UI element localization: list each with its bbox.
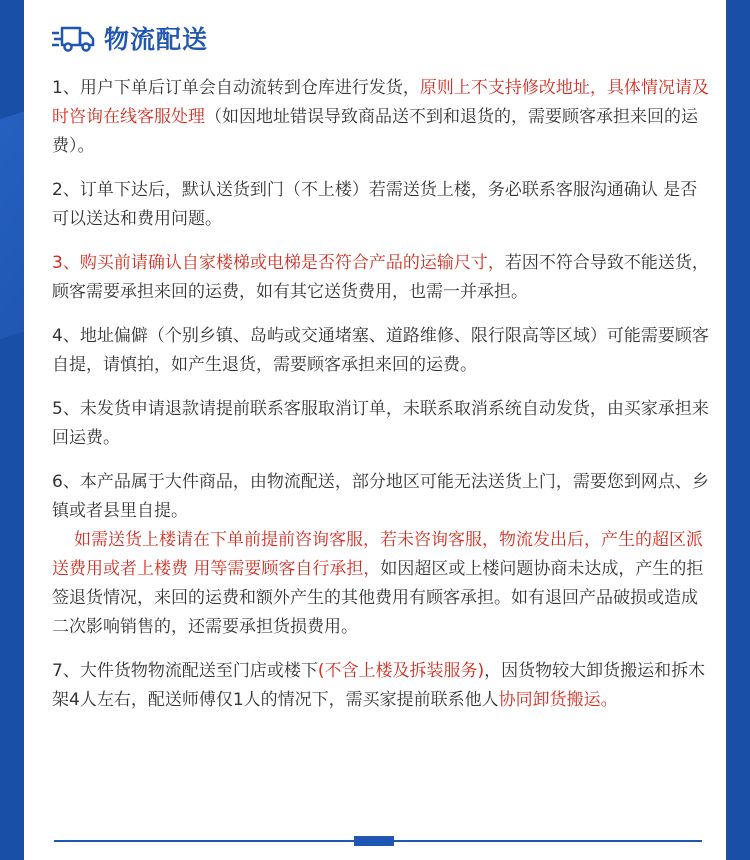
policy-highlight: 3、购买前请确认自家楼梯或电梯是否符合产品的运输尺寸， [52, 253, 505, 273]
policy-text-segment: 4、地址偏僻（个别乡镇、岛屿或交通堵塞、道路维修、限行限高等区域）可能需要顾客自提，请慎拍，如产生退货，需要顾客承担来回的运费。 [52, 326, 709, 375]
policy-text-segment: 6、本产品属于大件商品，由物流配送，部分地区可能无法送货上门，需要您到网点、乡镇或者县里自提。 [52, 472, 709, 521]
policy-item-7 [52, 657, 712, 715]
policy-item-5 [52, 395, 712, 453]
policy-item-3 [52, 249, 712, 307]
footer-accent [354, 836, 394, 846]
section-header [52, 18, 208, 58]
policy-text-segment: （如因地址错误导致商品送不到和退货的，需要顾客承担来回的运费）。 [52, 107, 698, 156]
policy-item-6 [52, 468, 712, 642]
policy-text-segment: 7、大件货物物流配送至门店或楼下 [52, 661, 318, 681]
policy-text-segment: 5、未发货申请退款请提前联系客服取消订单，未联系取消系统自动发货，由买家承担来回运费。 [52, 399, 709, 448]
policy-text-segment: 1、用户下单后订单会自动流转到仓库进行发货， [52, 78, 420, 98]
policy-text-segment: ，因货物较大卸货搬运和拆木架4人左右，配送师傅仅1人的情况下，需买家提前联系他人 [52, 661, 706, 710]
policy-text-segment: 如因超区或上楼问题协商未达成，产生的拒签退货情况，来回的运费和额外产生的其他费用有顾客承担。如有退回产品破损或造成二次影响销售的，还需要承担货损费用。 [52, 559, 704, 637]
policy-highlight: 原则上不支持修改地址，具体情况请及时咨询在线客服处理 [52, 78, 709, 127]
delivery-truck-icon [52, 23, 96, 53]
policy-item-4 [52, 322, 712, 380]
policy-highlight: 如需送货上楼请在下单前提前咨询客服，若未咨询客服，物流发出后，产生的超区派送费用或者上楼费 用等需要顾客自行承担， [52, 530, 703, 579]
policy-item-1 [52, 74, 712, 161]
policy-highlight: 协同卸货搬运。 [498, 690, 618, 710]
page-title: 物流配送 [104, 25, 209, 54]
policy-text-segment: 2、订单下达后，默认送货到门（不上楼）若需送货上楼，务必联系客服沟通确认 是否可以送达和费用问题。 [52, 180, 698, 229]
policy-text-segment: 若因不符合导致不能送货，顾客需要承担来回的运费，如有其它送货费用，也需一并承担。 [52, 253, 709, 302]
policy-text [52, 74, 712, 730]
content-card [24, 0, 726, 860]
policy-item-2 [52, 176, 712, 234]
policy-highlight: (不含上楼及拆装服务) [317, 661, 485, 681]
